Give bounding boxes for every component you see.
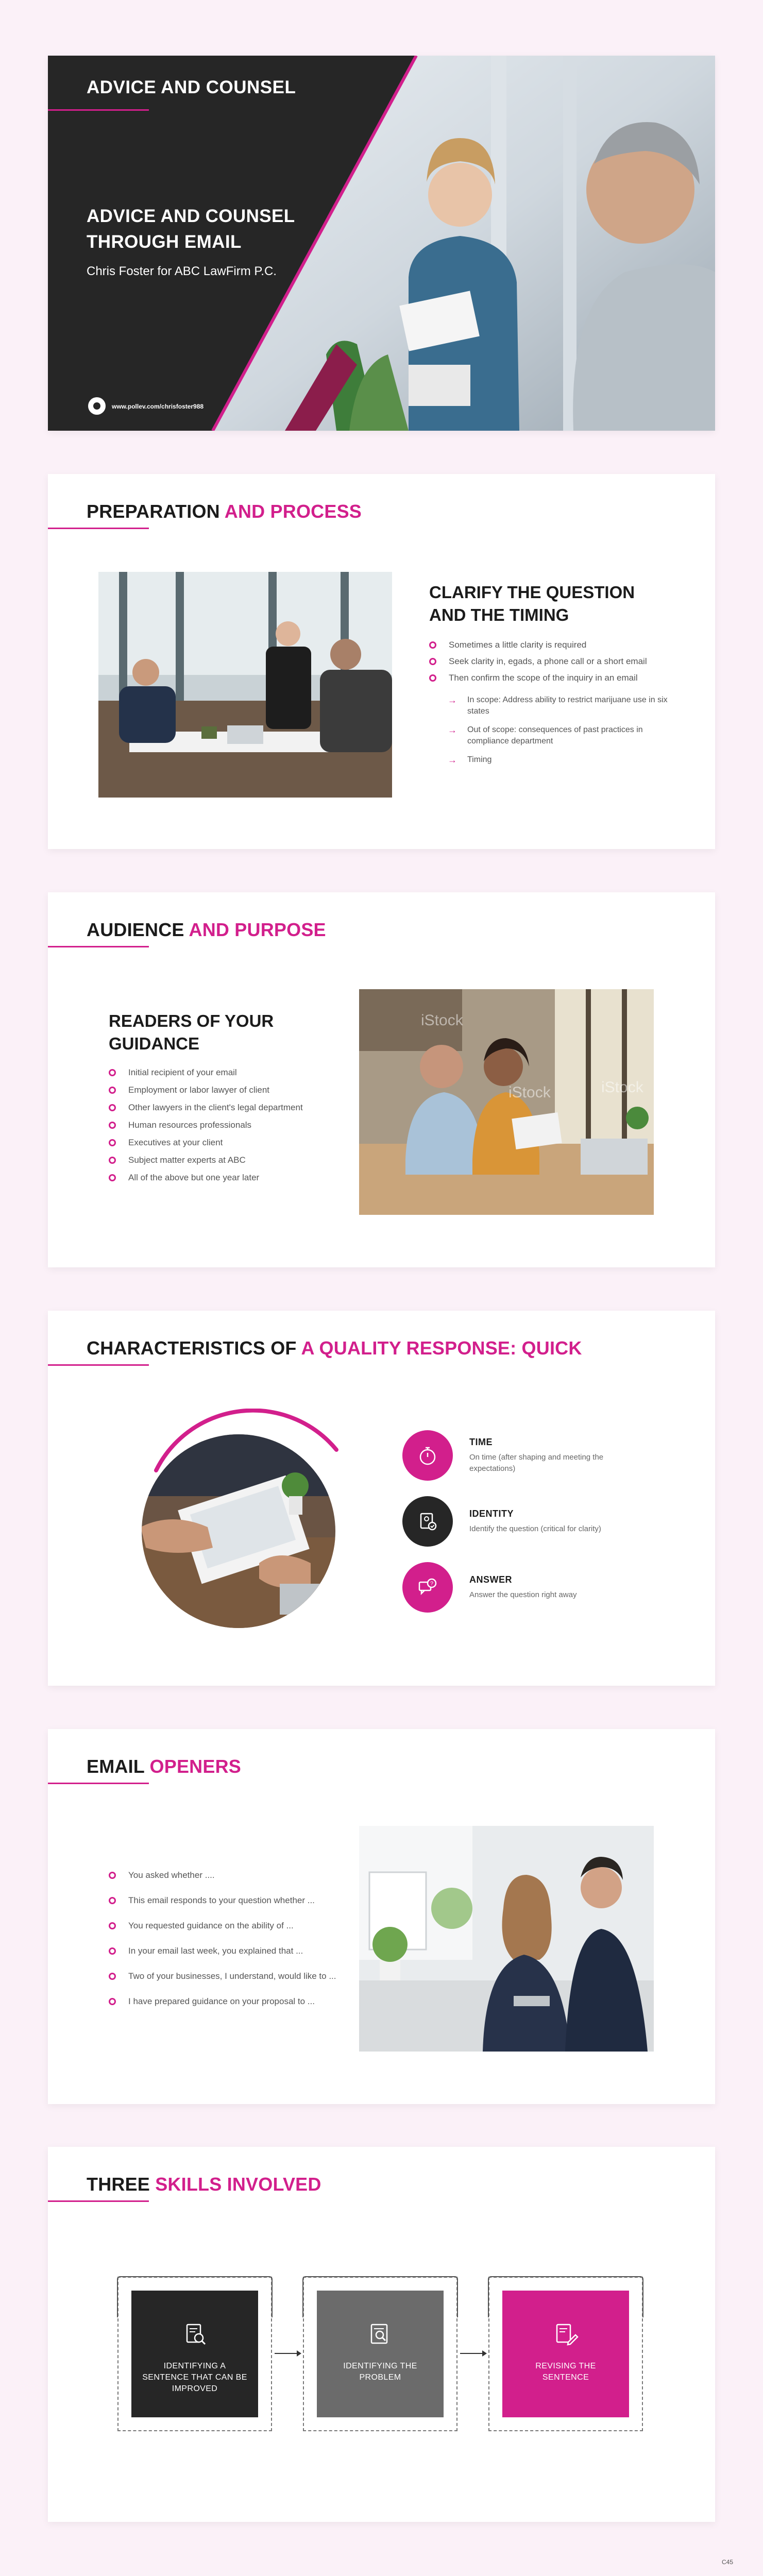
slide-three-skills (48, 2147, 715, 2522)
coworkers-photo (359, 989, 654, 1215)
bullet-ring-icon (109, 1139, 116, 1146)
card-inner (317, 2291, 444, 2417)
skill-label: IDENTIFYING A SENTENCE THAT CAN BE IMPROVED (142, 2362, 247, 2393)
title-plain: CHARACTERISTICS OF (87, 1337, 297, 1359)
feature-title: ANSWER (469, 1574, 512, 1585)
clarify-heading-line1: CLARIFY THE QUESTION (429, 583, 635, 602)
slide-title-heading (87, 501, 362, 522)
bullet-ring-icon (429, 658, 436, 665)
list-item (448, 754, 676, 766)
bullet-ring-icon (109, 1922, 116, 1929)
list-item-text: Other lawyers in the client's legal department (128, 1103, 303, 1112)
list-item (109, 1921, 356, 1931)
website-link[interactable]: www.pollev.com/chrisfoster988 (112, 403, 204, 410)
title-plain: PREPARATION (87, 501, 220, 522)
connector-arrow (275, 2353, 300, 2354)
feature-desc: Identify the question (critical for clarity) (469, 1524, 601, 1533)
list-item (109, 1173, 366, 1183)
svg-text:?: ? (430, 1581, 434, 1587)
arrow-right-icon: → (448, 725, 457, 735)
watermark-text: iStock (421, 1012, 463, 1029)
list-item-text: Employment or labor lawyer of client (128, 1085, 270, 1095)
list-item (448, 694, 676, 717)
list-item (109, 1996, 356, 2007)
main-title-line1: ADVICE AND COUNSEL (87, 206, 295, 226)
list-item (109, 1155, 366, 1165)
card-inner (502, 2291, 629, 2417)
clarify-bullets (429, 640, 676, 683)
slide-title-heading (87, 1756, 241, 1777)
list-item-text: You requested guidance on the ability of ... (128, 1921, 294, 1930)
list-item-text: Initial recipient of your email (128, 1067, 237, 1077)
list-item (109, 1085, 366, 1095)
watermark-text: iStock (601, 1079, 643, 1096)
main-title (87, 204, 354, 255)
bullet-ring-icon (109, 1157, 116, 1164)
list-item (109, 1971, 356, 1981)
meeting-photo (98, 572, 392, 798)
list-item-text: Out of scope: consequences of past practices in compliance department (467, 725, 643, 745)
watermark-text: iStock (508, 1084, 551, 1101)
slide-audience (48, 892, 715, 1267)
slide-title-heading (87, 1337, 582, 1359)
bullet-ring-icon (109, 1947, 116, 1955)
readers-heading-line2: GUIDANCE (109, 1034, 200, 1053)
tablet-photo-circle (125, 1409, 342, 1640)
byline: Chris Foster for ABC LawFirm P.C. (87, 264, 277, 278)
slide-email-openers (48, 1729, 715, 2104)
clarify-block (429, 581, 676, 766)
bullet-ring-icon (109, 1998, 116, 2005)
answer-bubble-icon (402, 1562, 453, 1613)
bullet-ring-icon (109, 1973, 116, 1980)
card-inner (131, 2291, 258, 2417)
list-item-text: Timing (467, 755, 492, 764)
document-edit-icon (553, 2321, 579, 2347)
readers-block (109, 1010, 366, 1183)
feature-answer (402, 1562, 634, 1613)
feature-text (469, 1509, 634, 1535)
list-item (109, 1067, 366, 1078)
bullet-ring-icon (429, 674, 436, 682)
clarify-heading (429, 581, 676, 626)
feature-desc: On time (after shaping and meeting the expectations) (469, 1452, 604, 1473)
feature-title: TIME (469, 1436, 493, 1447)
skill-card-revise-sentence (488, 2277, 643, 2431)
title-rule (48, 1364, 149, 1366)
skill-card-identify-problem (303, 2277, 457, 2431)
title-highlight: A QUALITY RESPONSE: QUICK (301, 1337, 582, 1359)
title-plain: AUDIENCE (87, 919, 184, 940)
bullet-ring-icon (109, 1897, 116, 1904)
main-title-line2: THROUGH EMAIL (87, 232, 242, 252)
title-plain: EMAIL (87, 1756, 145, 1777)
skill-card-identify-sentence (117, 2277, 272, 2431)
slide-quality-response (48, 1311, 715, 1686)
title-highlight: AND PROCESS (224, 501, 362, 522)
readers-heading (109, 1010, 366, 1055)
feature-text (469, 1574, 634, 1601)
readers-bullets (109, 1067, 366, 1183)
title-rule (48, 528, 149, 529)
feature-identity (402, 1496, 634, 1547)
list-item (109, 1895, 356, 1906)
list-item (429, 640, 676, 650)
bullet-ring-icon (109, 1087, 116, 1094)
bullet-ring-icon (109, 1104, 116, 1111)
connector-arrow (460, 2353, 486, 2354)
list-item-text: Seek clarity in, egads, a phone call or a short email (449, 656, 647, 666)
feature-time (402, 1430, 634, 1481)
title-rule (48, 1783, 149, 1784)
bullet-ring-icon (109, 1069, 116, 1076)
skill-label: REVISING THE SENTENCE (535, 2362, 596, 2382)
list-item (109, 1870, 356, 1880)
slide-preparation (48, 474, 715, 849)
title-rule (48, 946, 149, 947)
list-item-text: Then confirm the scope of the inquiry in an email (449, 673, 638, 683)
list-item (448, 724, 676, 747)
bullet-ring-icon (109, 1174, 116, 1181)
title-plain: THREE (87, 2174, 150, 2195)
openers-bullets (109, 1870, 356, 2007)
slide-title-heading (87, 2174, 321, 2195)
list-item-text: All of the above but one year later (128, 1173, 260, 1182)
list-item-text: In scope: Address ability to restrict marijuane use in six states (467, 696, 668, 716)
business-pair-photo (359, 1826, 654, 2052)
list-item (109, 1138, 366, 1148)
list-item-text: Executives at your client (128, 1138, 223, 1147)
document-magnify-icon (367, 2321, 393, 2347)
title-rule (48, 2200, 149, 2202)
arrow-right-icon: → (448, 695, 457, 705)
feature-text (469, 1437, 634, 1475)
document-search-icon (182, 2321, 208, 2347)
feature-title: IDENTITY (469, 1508, 514, 1519)
poll-logo-icon (88, 397, 106, 415)
list-item-text: Human resources professionals (128, 1120, 252, 1130)
page-number: C45 (721, 2558, 733, 2566)
list-item-text: This email responds to your question whether ... (128, 1895, 315, 1905)
title-highlight: OPENERS (149, 1756, 241, 1777)
list-item-text: You asked whether .... (128, 1870, 215, 1880)
title-highlight: SKILLS INVOLVED (155, 2174, 321, 2195)
slide-title-heading (87, 919, 326, 941)
bullet-ring-icon (109, 1122, 116, 1129)
title-highlight: AND PURPOSE (189, 919, 326, 940)
list-item (109, 1103, 366, 1113)
clarify-heading-line2: AND THE TIMING (429, 605, 569, 624)
brand-rule (48, 109, 149, 111)
list-item (429, 673, 676, 683)
feature-desc: Answer the question right away (469, 1590, 577, 1599)
list-item (429, 656, 676, 667)
slide-title (48, 56, 715, 431)
bullet-ring-icon (109, 1872, 116, 1879)
brand-title: ADVICE AND COUNSEL (87, 77, 296, 97)
list-item (109, 1946, 356, 1956)
id-check-icon (402, 1496, 453, 1547)
bullet-ring-icon (429, 641, 436, 649)
arrow-right-icon: → (448, 755, 457, 765)
list-item-text: In your email last week, you explained that ... (128, 1946, 303, 1956)
readers-heading-line1: READERS OF YOUR (109, 1011, 274, 1030)
scope-sub-bullets (448, 694, 676, 766)
skill-label: IDENTIFYING THE PROBLEM (343, 2362, 417, 2382)
list-item (109, 1120, 366, 1130)
list-item-text: Sometimes a little clarity is required (449, 640, 587, 650)
stopwatch-icon (402, 1430, 453, 1481)
list-item-text: Two of your businesses, I understand, would like to ... (128, 1971, 336, 1981)
list-item-text: Subject matter experts at ABC (128, 1155, 246, 1165)
list-item-text: I have prepared guidance on your proposal to ... (128, 1996, 315, 2006)
